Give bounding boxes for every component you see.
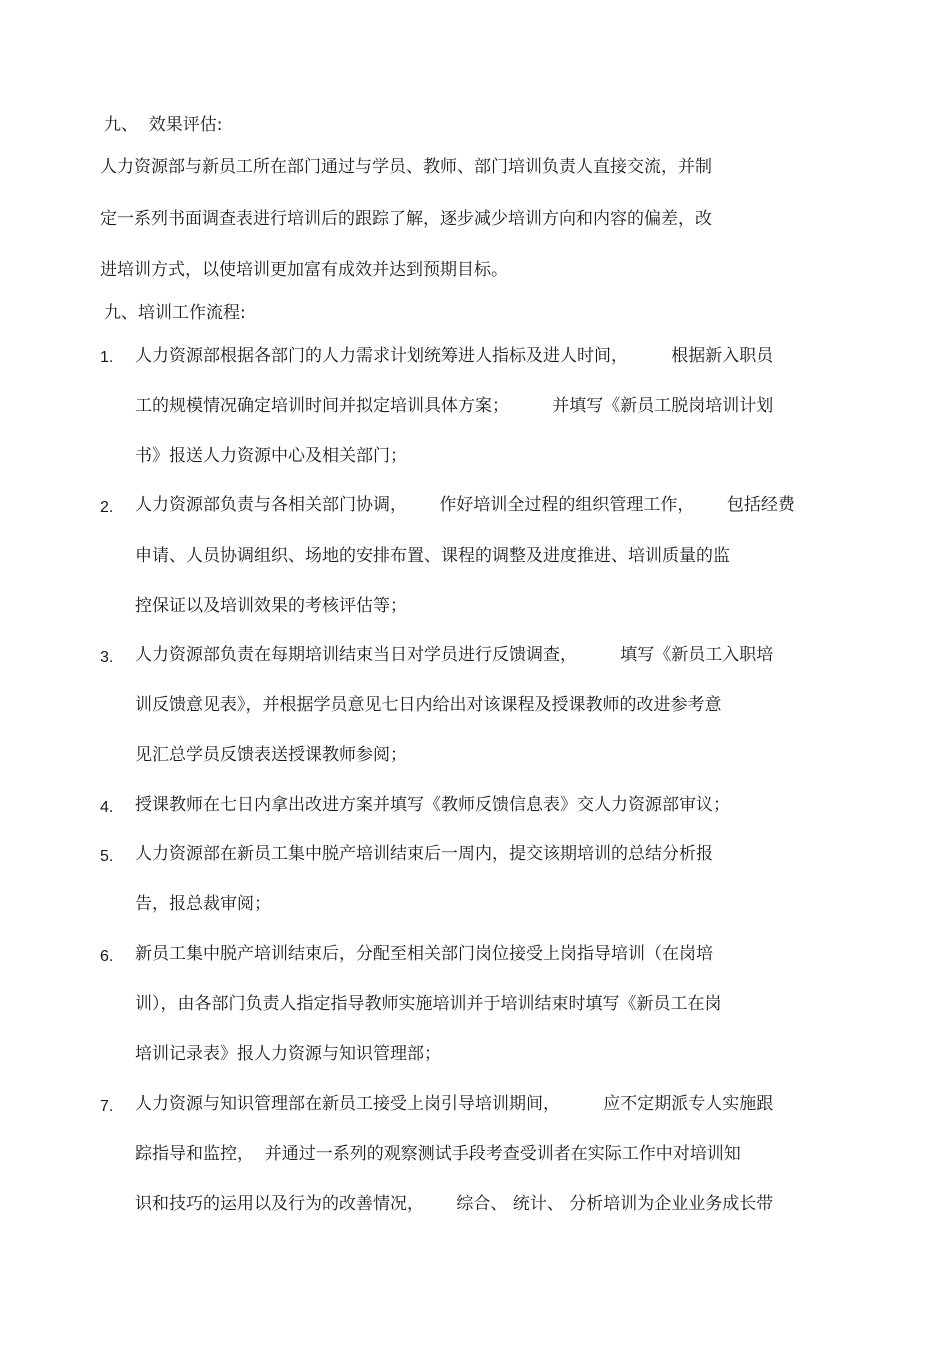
list-item-line: 工的规模情况确定培训时间并拟定培训具体方案； 并填写《新员工脱岗培训计划 [135,396,774,416]
list-item-line: 授课教师在七日内拿出改进方案并填写《教师反馈信息表》交人力资源部审议； [135,795,730,815]
list-item-number: 5. [100,848,114,865]
list-item-number: 3. [100,649,114,666]
list-item-line: 训），由各部门负责人指定指导教师实施培训并于培训结束时填写《新员工在岗 [135,994,722,1014]
list-item-line: 培训记录表》报人力资源与知识管理部； [135,1044,441,1064]
paragraph-line: 进培训方式，以使培训更加富有成效并达到预期目标。 [100,260,508,280]
list-item-number: 1. [100,349,114,366]
list-item-line: 识和技巧的运用以及行为的改善情况， 综合、 统计、 分析培训为企业业务成长带 [135,1194,774,1214]
list-item-line: 告，报总裁审阅； [135,894,271,914]
list-item-line: 见汇总学员反馈表送授课教师参阅； [135,745,407,765]
list-item-line: 人力资源部负责在每期培训结束当日对学员进行反馈调查， 填写《新员工入职培 [135,645,774,665]
list-item-line: 踪指导和监控， 并通过一系列的观察测试手段考查受训者在实际工作中对培训知 [135,1144,741,1164]
list-item-number: 2. [100,499,114,516]
list-item-line: 人力资源部根据各部门的人力需求计划统筹进人指标及进人时间， 根据新入职员 [135,346,774,366]
paragraph-line: 定一系列书面调查表进行培训后的跟踪了解，逐步减少培训方向和内容的偏差，改 [100,209,712,229]
list-item-number: 4. [100,799,114,816]
list-item-line: 人力资源部在新员工集中脱产培训结束后一周内，提交该期培训的总结分析报 [135,844,713,864]
list-item-line: 人力资源部负责与各相关部门协调， 作好培训全过程的组织管理工作， 包括经费 [135,495,795,515]
list-item-number: 7. [100,1098,114,1115]
section-heading-eval: 九、 效果评估: [104,115,223,135]
list-item-line: 训反馈意见表》，并根据学员意见七日内给出对该课程及授课教师的改进参考意 [135,695,722,715]
list-item-number: 6. [100,948,114,965]
list-item-line: 书》报送人力资源中心及相关部门； [135,446,407,466]
list-item-line: 控保证以及培训效果的考核评估等； [135,596,407,616]
list-item-line: 申请、人员协调组织、场地的安排布置、课程的调整及进度推进、培训质量的监 [135,546,730,566]
list-item-line: 新员工集中脱产培训结束后，分配至相关部门岗位接受上岗指导培训（在岗培 [135,944,713,964]
section-heading-flow: 九、培训工作流程: [104,303,246,323]
paragraph-line: 人力资源部与新员工所在部门通过与学员、教师、部门培训负责人直接交流，并制 [100,157,712,177]
list-item-line: 人力资源与知识管理部在新员工接受上岗引导培训期间， 应不定期派专人实施跟 [135,1094,774,1114]
